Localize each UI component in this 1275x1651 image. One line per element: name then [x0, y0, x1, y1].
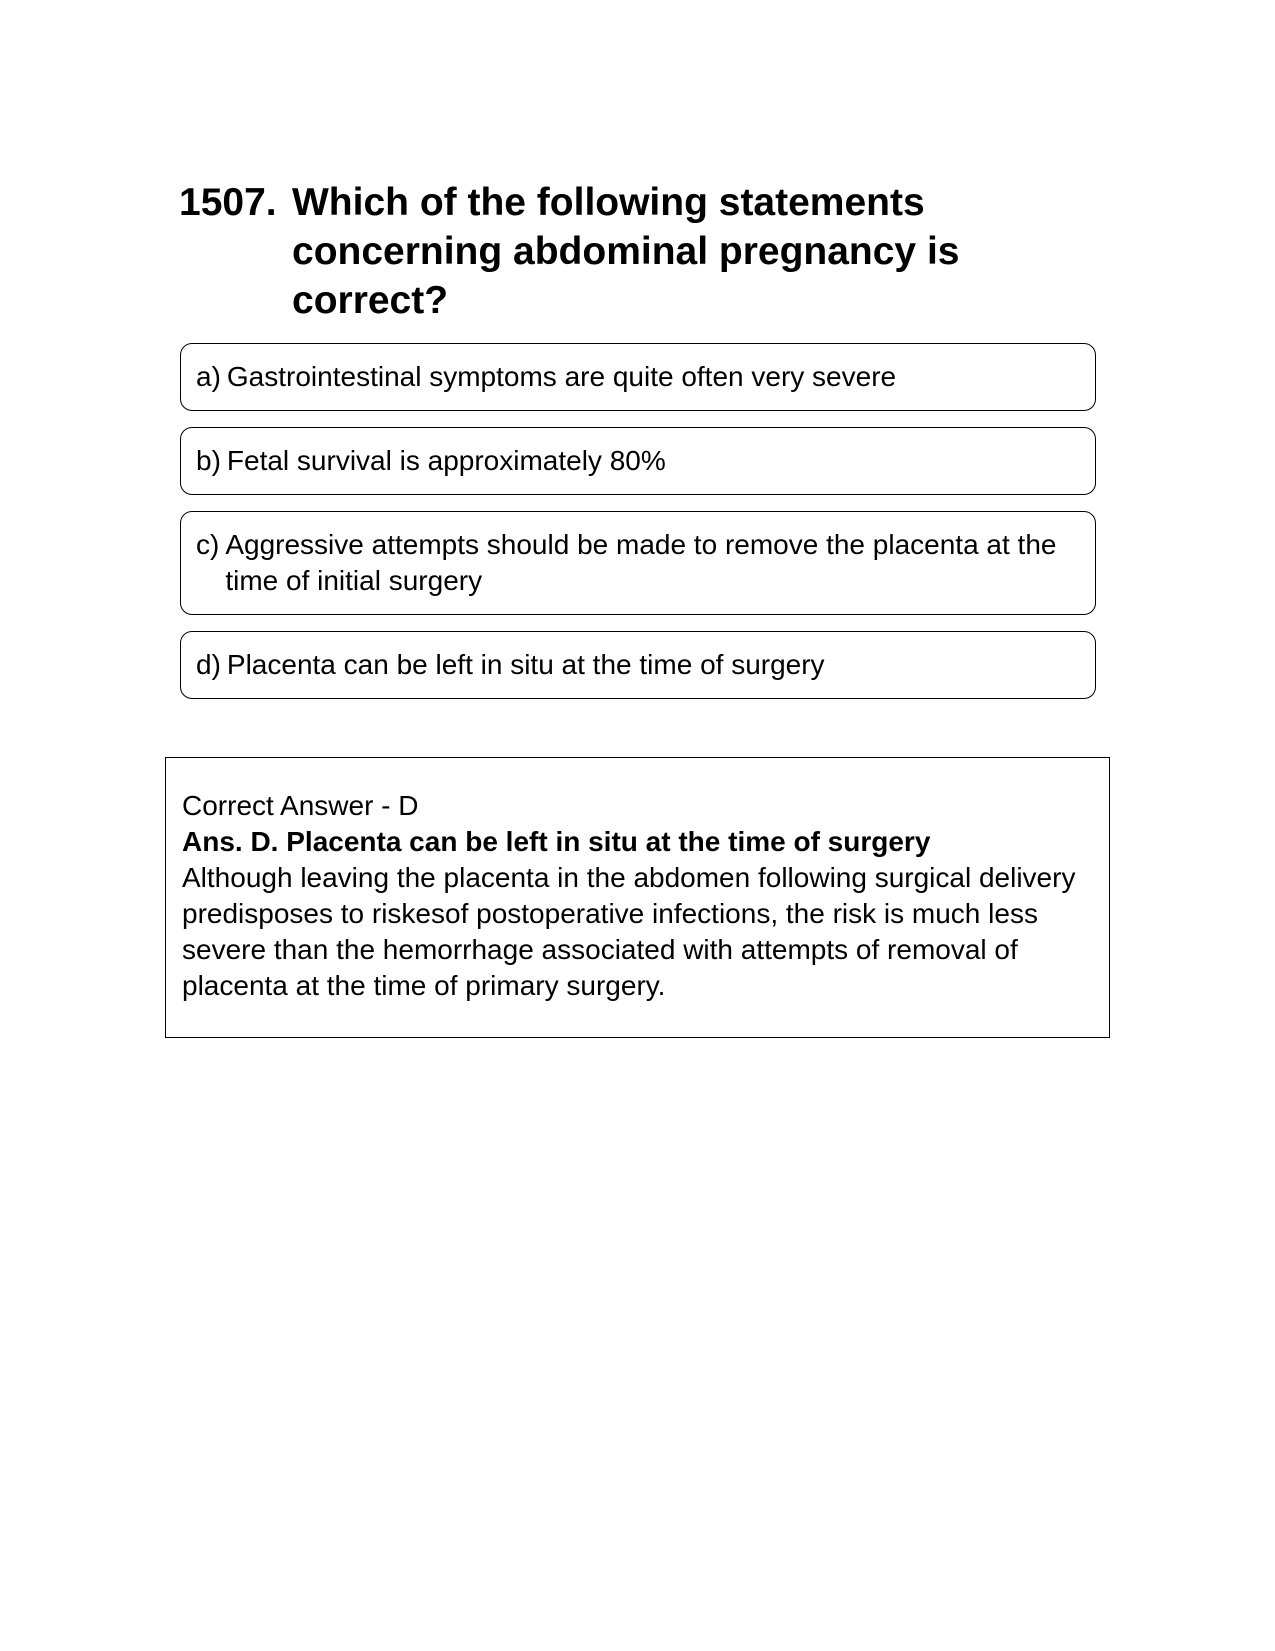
option-b[interactable]: [180, 427, 1096, 495]
option-letter: d): [196, 649, 221, 680]
option-text: Gastrointestinal symptoms are quite often very severe: [226, 361, 897, 392]
answer-heading: Ans. D. Placenta can be left in situ at the time of surgery: [182, 826, 931, 857]
option-text: Placenta can be left in situ at the time of surgery: [226, 649, 825, 680]
question-heading: [179, 178, 1079, 325]
option-letter: b): [196, 445, 221, 476]
answer-options: [180, 343, 1096, 715]
option-text: Fetal survival is approximately 80%: [226, 445, 666, 476]
answer-explanation-box: [165, 757, 1110, 1038]
option-a[interactable]: [180, 343, 1096, 411]
correct-answer-label: Correct Answer - D: [182, 790, 419, 821]
question-number: 1507.: [179, 181, 277, 224]
option-c[interactable]: [180, 511, 1096, 615]
answer-explanation: Although leaving the placenta in the abdomen following surgical delivery predisposes to riskesof postoperative infections, the risk is much less severe than the hemorrhage associated with attempts of removal of placenta at the time of primary surgery.: [182, 862, 1076, 1001]
option-d[interactable]: [180, 631, 1096, 699]
question-text: Which of the following statements concerning abdominal pregnancy is correct?: [292, 181, 960, 322]
option-text: Aggressive attempts should be made to remove the placenta at the time of initial surgery: [225, 529, 1057, 596]
option-letter: a): [196, 361, 221, 392]
option-letter: c): [196, 529, 220, 560]
